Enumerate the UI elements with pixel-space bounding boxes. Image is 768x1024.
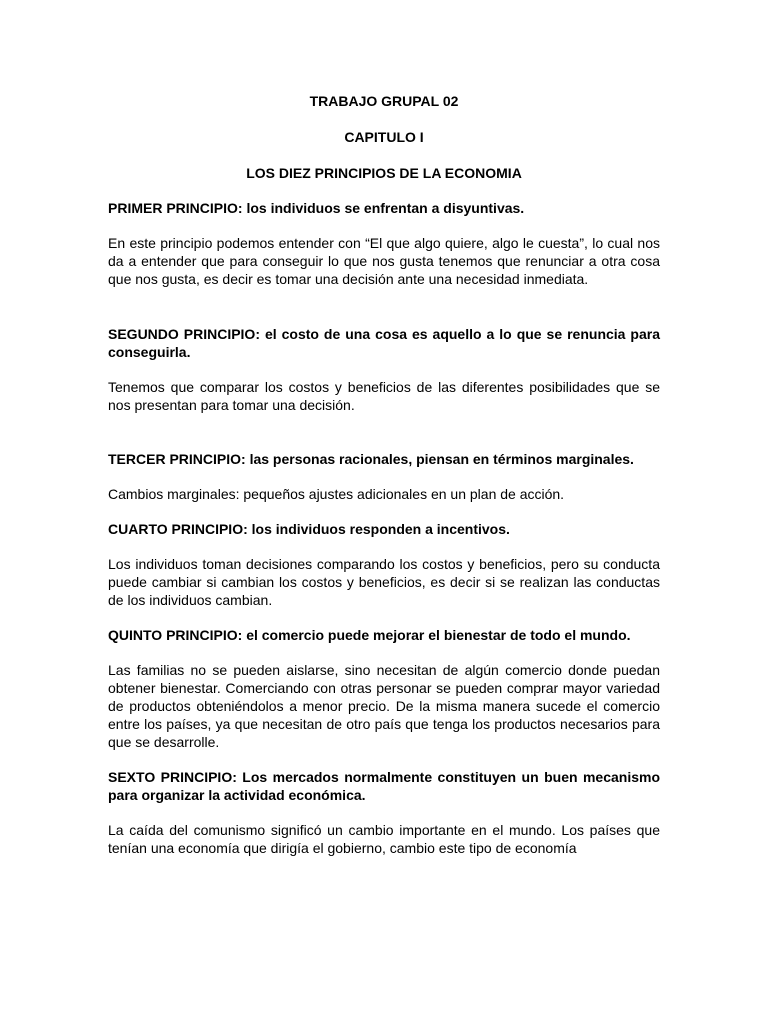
principle-2-heading: SEGUNDO PRINCIPIO: el costo de una cosa es aquello a lo que se renuncia para conseguirla. bbox=[108, 326, 660, 360]
document-subtitle: LOS DIEZ PRINCIPIOS DE LA ECONOMIA bbox=[246, 165, 522, 181]
principle-5-heading: QUINTO PRINCIPIO: el comercio puede mejorar el bienestar de todo el mundo. bbox=[108, 627, 631, 643]
principle-3-text: Cambios marginales: pequeños ajustes adicionales en un plan de acción. bbox=[108, 486, 565, 502]
principle-2-text: Tenemos que comparar los costos y beneficios de las diferentes posibilidades que se nos presentan para tomar una decisión. bbox=[108, 379, 660, 413]
document-body bbox=[108, 92, 660, 857]
document-title: TRABAJO GRUPAL 02 bbox=[309, 93, 459, 109]
principle-4-text: Los individuos toman decisiones comparando los costos y beneficios, pero su conducta puede cambiar si cambian los costos y beneficios, es decir si se realizan las conductas de los individuos cambian. bbox=[108, 556, 660, 608]
principle-1-heading: PRIMER PRINCIPIO: los individuos se enfrentan a disyuntivas. bbox=[108, 200, 525, 216]
principle-1-text: En este principio podemos entender con “El que algo quiere, algo le cuesta”, lo cual nos da a entender que para conseguir lo que nos gusta tenemos que renunciar a otra cosa que nos gusta, es decir es tomar una decisión ante una necesidad inmediata. bbox=[108, 235, 660, 287]
principle-3-heading: TERCER PRINCIPIO: las personas racionales, piensan en términos marginales. bbox=[108, 451, 634, 467]
chapter-title: CAPITULO I bbox=[344, 129, 424, 145]
principle-6-text: La caída del comunismo significó un cambio importante en el mundo. Los países que tenían una economía que dirigía el gobierno, cambio este tipo de economía bbox=[108, 822, 660, 856]
principle-4-heading: CUARTO PRINCIPIO: los individuos responden a incentivos. bbox=[108, 521, 510, 537]
principle-5-text: Las familias no se pueden aislarse, sino necesitan de algún comercio donde puedan obtener bienestar. Comerciando con otras personar se pueden comprar mayor variedad de productos obteniéndolos a menor precio. De la misma manera sucede el comercio entre los países, ya que necesitan de otro país que tenga los productos necesarios para que se desarrolle. bbox=[108, 662, 660, 750]
principle-6-heading: SEXTO PRINCIPIO: Los mercados normalmente constituyen un buen mecanismo para organizar la actividad económica. bbox=[108, 769, 660, 803]
